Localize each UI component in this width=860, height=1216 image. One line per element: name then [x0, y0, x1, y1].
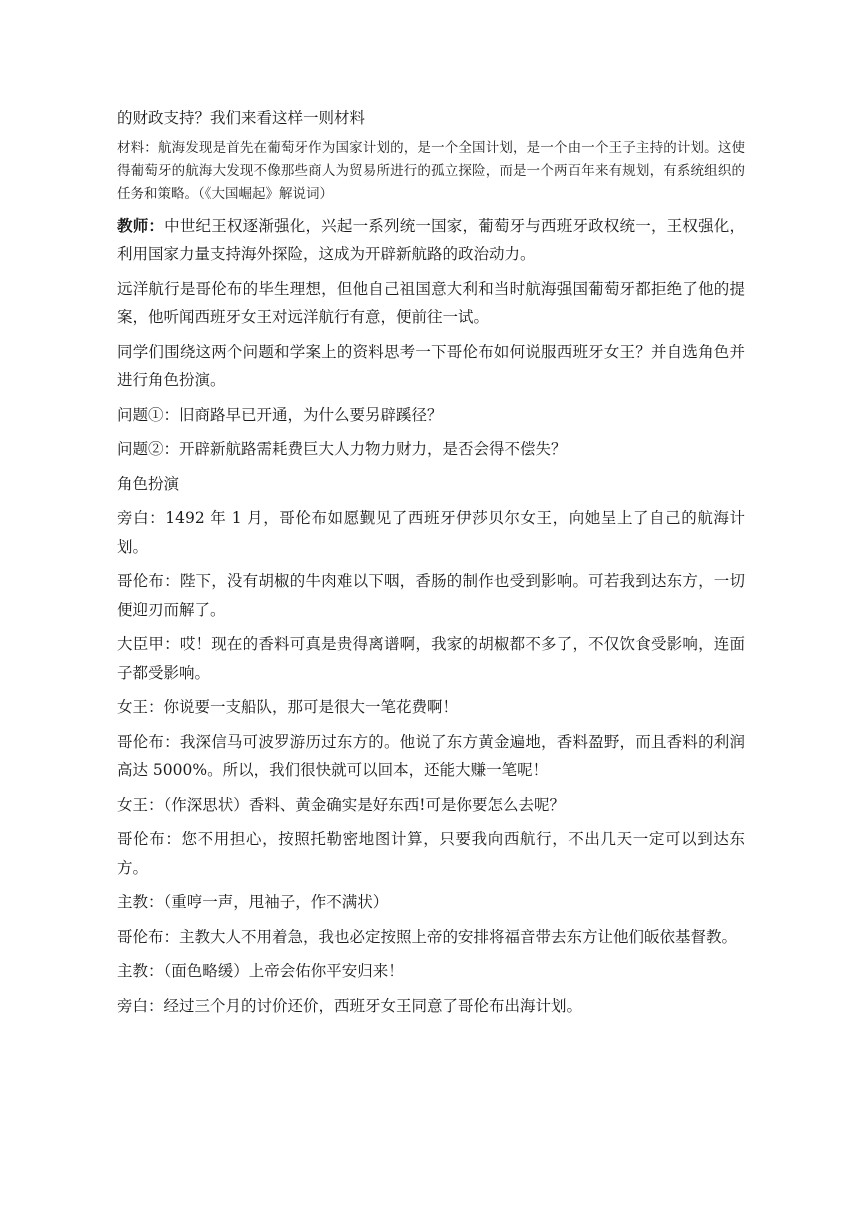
question-2: 问题②：开辟新航路需耗费巨大人力物力财力，是否会得不偿失？: [117, 440, 567, 458]
dialogue-line: 哥伦布：我深信马可波罗游历过东方的。他说了东方黄金遍地，香料盈野，而且香料的利润高达 5000%。所以，我们很快就可以回本，还能大赚一笔呢！: [117, 732, 745, 779]
document-body: [117, 104, 745, 1020]
material-quote: 材料：航海发现是首先在葡萄牙作为国家计划的，是一个全国计划，是一个由一个王子主持的计划。这使得葡萄牙的航海大发现不像那些商人为贸易所进行的孤立探险，而是一个两百年来有规划，有系统组织的任务和策略。（《大国崛起》解说词）: [117, 139, 745, 202]
dialogue-line: 哥伦布：陛下，没有胡椒的牛肉难以下咽，香肠的制作也受到影响。可若我到达东方，一切便迎刃而解了。: [117, 572, 745, 619]
dialogue-line: 主教：（重哼一声，甩袖子，作不满状）: [117, 893, 389, 911]
teacher-paragraph: [117, 212, 745, 269]
dialogue-line: 旁白：1492 年 1 月，哥伦布如愿觐见了西班牙伊莎贝尔女王，向她呈上了自己的航海计划。: [117, 509, 745, 556]
teacher-text: 中世纪王权逐渐强化，兴起一系列统一国家，葡萄牙与西班牙政权统一，王权强化，利用国家力量支持海外探险，这成为开辟新航路的政治动力。: [117, 216, 745, 263]
students-paragraph: 同学们围绕这两个问题和学案上的资料思考一下哥伦布如何说服西班牙女王？并自选角色并进行角色扮演。: [117, 342, 745, 389]
dialogue-line: 大臣甲：哎！现在的香料可真是贵得离谱啊，我家的胡椒都不多了，不仅饮食受影响，连面子都受影响。: [117, 635, 745, 682]
dialogue-line: 旁白：经过三个月的讨价还价，西班牙女王同意了哥伦布出海计划。: [117, 996, 583, 1015]
dialogue-line: 女王：你说要一支船队，那可是很大一笔花费啊！: [117, 698, 459, 716]
dialogue-line: 哥伦布：您不用担心，按照托勒密地图计算，只要我向西航行，不出几天一定可以到达东方。: [117, 830, 745, 877]
intro-line: 的财政支持？我们来看这样一则材料: [117, 109, 366, 127]
question-1: 问题①：旧商路早已开通，为什么要另辟蹊径？: [117, 405, 443, 424]
dialogue-line: 主教：（面色略缓）上帝会佑你平安归来！: [117, 962, 404, 980]
teacher-label: 教师：: [117, 215, 165, 235]
dialogue-line: 女王：（作深思状）香料、黄金确实是好东西!可是你要怎么去呢？: [117, 795, 565, 814]
columbus-paragraph: 远洋航行是哥伦布的毕生理想，但他自己祖国意大利和当时航海强国葡萄牙都拒绝了他的提案，他听闻西班牙女王对远洋航行有意，便前往一试。: [117, 279, 745, 326]
roleplay-heading: 角色扮演: [117, 474, 180, 493]
dialogue-line: 哥伦布：主教大人不用着急，我也必定按照上帝的安排将福音带去东方让他们皈依基督教。: [117, 927, 738, 946]
